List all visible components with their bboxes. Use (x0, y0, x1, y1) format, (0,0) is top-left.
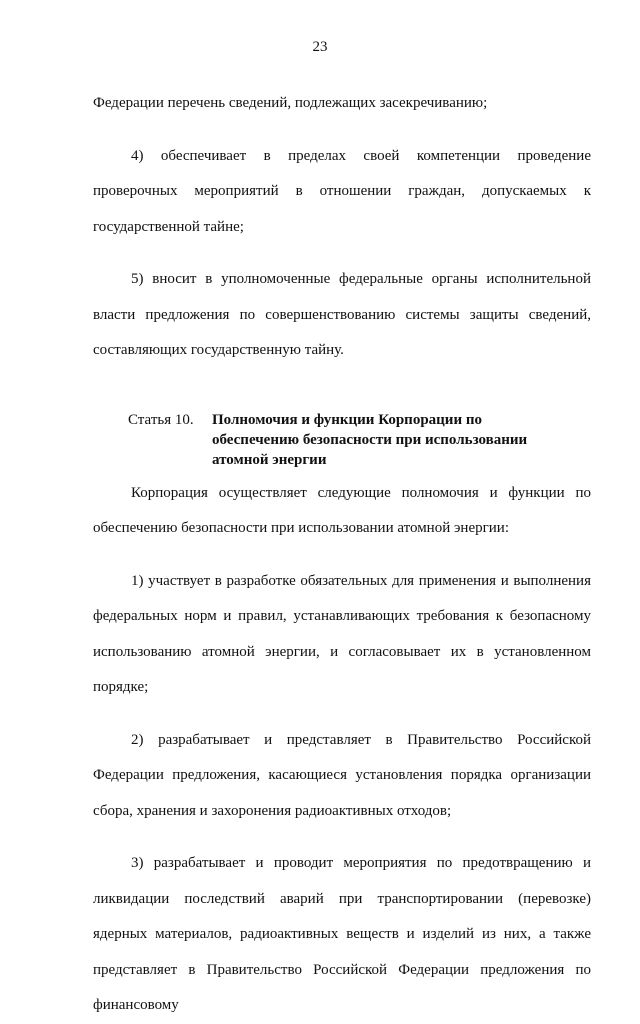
paragraph-item-3: 3) разрабатывает и проводит мероприятия по предотвращению и ликвидации последствий аварий при транспортировании (перевозке) ядерных материалов, радиоактивных веществ и изделий из них, а также представляет в Правительство Российской Федерации предложения по финансовому (93, 855, 591, 1013)
article-label: Статья 10. (128, 411, 194, 428)
paragraph-item-4: 4) обеспечивает в пределах своей компетенции проведение проверочных мероприятий в отношении граждан, допускаемых к государственной тайне; (93, 147, 591, 235)
article-heading (93, 410, 591, 470)
paragraph-continuation: Федерации перечень сведений, подлежащих засекречиванию; (93, 95, 488, 111)
page-number: 23 (312, 39, 328, 55)
document-body (93, 86, 591, 1024)
paragraph-item-1: 1) участвует в разработке обязательных для применения и выполнения федеральных норм и правил, устанавливающих требования к безопасному использованию атомной энергии, и согласовывает их в установленном порядке; (93, 572, 591, 695)
paragraph-item-5: 5) вносит в уполномоченные федеральные органы исполнительной власти предложения по совершенствованию системы защиты сведений, составляющих государственную тайну. (93, 271, 591, 358)
paragraph-item-2: 2) разрабатывает и представляет в Правительство Российской Федерации предложения, касающиеся установления порядка организации сбора, хранения и захоронения радиоактивных отходов; (93, 731, 591, 819)
article-title: Полномочия и функции Корпорации по обеспечению безопасности при использовании атомной энергии (212, 411, 528, 468)
paragraph-intro: Корпорация осуществляет следующие полномочия и функции по обеспечению безопасности при использовании атомной энергии: (93, 484, 591, 536)
